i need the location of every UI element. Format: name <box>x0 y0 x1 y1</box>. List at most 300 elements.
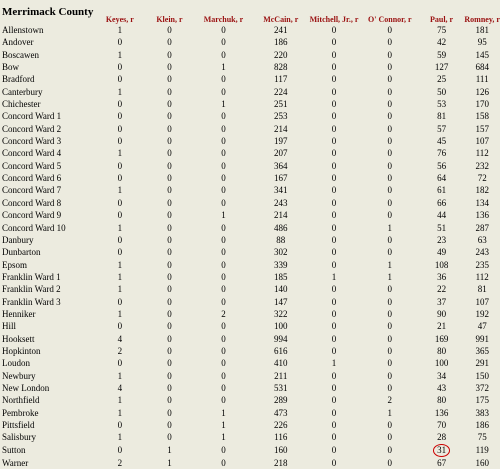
vote-count: 0 <box>117 296 123 307</box>
vote-count: 0 <box>117 99 123 110</box>
vote-count: 1 <box>117 284 123 295</box>
vote-count: 0 <box>221 160 226 171</box>
vote-count: 0 <box>167 296 172 307</box>
vote-count: 0 <box>387 160 393 171</box>
town-name: Concord Ward 4 <box>2 148 62 159</box>
vote-count: 0 <box>117 74 123 85</box>
vote-count: 88 <box>276 234 286 245</box>
vote-count: 0 <box>221 37 226 48</box>
table-row <box>0 61 500 73</box>
column-header-romney: Romney, r <box>464 15 500 24</box>
table-row <box>0 259 500 271</box>
vote-count: 339 <box>274 259 288 270</box>
vote-count: 181 <box>475 25 489 35</box>
county-title: Merrimack County <box>2 5 94 18</box>
vote-count: 0 <box>331 382 337 393</box>
vote-count: 2 <box>117 345 123 356</box>
vote-count: 0 <box>167 321 172 332</box>
vote-count: 0 <box>331 407 337 418</box>
vote-count: 0 <box>387 210 393 221</box>
vote-count: 169 <box>434 333 449 344</box>
vote-count: 0 <box>167 420 172 430</box>
vote-count: 28 <box>437 432 447 443</box>
vote-count: 0 <box>167 247 172 258</box>
town-name: Pittsfield <box>2 420 35 430</box>
vote-count: 56 <box>437 160 447 171</box>
vote-count: 0 <box>331 234 337 245</box>
vote-count: 100 <box>434 358 449 369</box>
vote-count: 25 <box>437 74 447 85</box>
vote-count: 0 <box>331 111 337 122</box>
vote-count: 2 <box>117 457 123 468</box>
vote-count: 127 <box>434 62 449 73</box>
table-row <box>0 160 500 172</box>
vote-count: 0 <box>331 259 337 270</box>
column-header-paul: Paul, r <box>430 15 454 24</box>
vote-count: 81 <box>477 284 487 295</box>
vote-count: 0 <box>387 37 393 48</box>
vote-count: 1 <box>331 271 337 282</box>
vote-count: 0 <box>331 49 337 60</box>
vote-count: 100 <box>274 321 288 332</box>
town-name: Chichester <box>2 99 41 110</box>
vote-count: 0 <box>117 321 123 332</box>
vote-count: 0 <box>331 420 337 430</box>
vote-count: 0 <box>331 395 337 406</box>
vote-count: 0 <box>167 432 172 443</box>
vote-count: 0 <box>331 25 337 35</box>
vote-count: 1 <box>387 222 393 233</box>
vote-count: 287 <box>475 222 489 233</box>
vote-count: 0 <box>167 210 172 221</box>
vote-count: 383 <box>475 407 489 418</box>
town-name: Bradford <box>2 74 35 85</box>
vote-count: 192 <box>475 308 489 319</box>
vote-count: 1 <box>117 222 123 233</box>
vote-count: 70 <box>437 420 447 430</box>
vote-count: 0 <box>167 222 172 233</box>
vote-count: 1 <box>117 25 123 35</box>
town-name: Newbury <box>2 370 36 381</box>
vote-count: 322 <box>274 308 288 319</box>
vote-count: 57 <box>437 123 447 134</box>
vote-count: 0 <box>167 123 172 134</box>
column-header-mitchell: Mitchell, Jr., r <box>309 15 359 24</box>
vote-count: 616 <box>274 345 288 356</box>
vote-count: 0 <box>387 62 393 73</box>
vote-count: 175 <box>475 395 489 406</box>
vote-count: 0 <box>221 333 226 344</box>
vote-count: 136 <box>434 407 449 418</box>
vote-count: 0 <box>331 197 337 208</box>
vote-count: 0 <box>387 358 393 369</box>
vote-count: 684 <box>475 62 489 73</box>
vote-count: 291 <box>475 358 489 369</box>
vote-count: 410 <box>274 358 288 369</box>
vote-count: 0 <box>167 49 172 60</box>
vote-count: 207 <box>274 148 288 159</box>
town-name: Epsom <box>2 259 28 270</box>
town-name: Franklin Ward 3 <box>2 296 61 307</box>
town-name: Hill <box>2 321 17 332</box>
vote-count: 0 <box>387 234 393 245</box>
vote-count: 1 <box>117 86 123 97</box>
vote-count: 0 <box>221 358 226 369</box>
vote-count: 0 <box>167 185 172 196</box>
vote-count: 253 <box>274 111 288 122</box>
table-row <box>0 86 500 98</box>
vote-count: 0 <box>221 395 226 406</box>
vote-count: 170 <box>475 99 489 110</box>
table-row <box>0 197 500 209</box>
vote-count: 81 <box>437 111 447 122</box>
vote-count: 0 <box>221 247 226 258</box>
vote-count: 0 <box>167 62 172 73</box>
vote-count: 0 <box>387 74 393 85</box>
vote-count: 0 <box>117 197 123 208</box>
vote-count: 0 <box>331 86 337 97</box>
table-row <box>0 234 500 246</box>
column-header-marchuk: Marchuk, r <box>203 15 244 24</box>
table-row <box>0 184 500 196</box>
town-name: Concord Ward 1 <box>2 111 62 122</box>
vote-count: 0 <box>331 284 337 295</box>
vote-count: 61 <box>437 185 447 196</box>
town-name: Concord Ward 7 <box>2 185 62 196</box>
vote-count: 224 <box>274 86 288 97</box>
vote-count: 0 <box>221 74 226 85</box>
vote-count: 251 <box>274 99 288 110</box>
table-row <box>0 123 500 135</box>
vote-count: 44 <box>437 210 447 221</box>
town-name: Concord Ward 2 <box>2 123 62 134</box>
vote-count: 0 <box>331 333 337 344</box>
vote-count: 47 <box>477 321 487 332</box>
vote-count: 0 <box>221 284 226 295</box>
vote-count: 0 <box>117 358 123 369</box>
vote-count: 0 <box>387 420 393 430</box>
vote-count: 67 <box>437 457 447 468</box>
vote-count: 241 <box>274 25 288 35</box>
town-name: Concord Ward 8 <box>2 197 62 208</box>
vote-count: 80 <box>437 345 447 356</box>
vote-count: 1 <box>221 210 226 221</box>
vote-count: 243 <box>475 247 489 258</box>
town-name: Danbury <box>2 234 34 245</box>
town-name: Henniker <box>2 308 36 319</box>
table-row <box>0 457 500 469</box>
vote-count: 107 <box>475 136 489 147</box>
table-row <box>0 147 500 159</box>
vote-count: 0 <box>167 136 172 147</box>
table-row <box>0 283 500 295</box>
vote-count: 0 <box>117 37 123 48</box>
vote-count: 119 <box>475 445 489 456</box>
table-row <box>0 36 500 48</box>
vote-count: 0 <box>167 86 172 97</box>
table-row <box>0 320 500 332</box>
vote-count: 0 <box>387 197 393 208</box>
column-header-oconnor: O' Connor, r <box>368 15 412 24</box>
vote-count: 2 <box>387 395 393 406</box>
vote-count: 1 <box>167 457 172 468</box>
vote-count: 145 <box>475 49 489 60</box>
vote-count: 0 <box>221 123 226 134</box>
vote-count: 1 <box>221 420 226 430</box>
vote-count: 1 <box>387 407 393 418</box>
table-row <box>0 394 500 406</box>
vote-count: 302 <box>274 247 288 258</box>
table-row <box>0 172 500 184</box>
vote-count: 0 <box>387 345 393 356</box>
table-row <box>0 308 500 320</box>
vote-count: 0 <box>167 407 172 418</box>
vote-count: 0 <box>331 62 337 73</box>
vote-count: 0 <box>387 284 393 295</box>
vote-count: 1 <box>117 271 123 282</box>
table-row <box>0 357 500 369</box>
vote-count: 994 <box>274 333 288 344</box>
vote-count: 220 <box>274 49 288 60</box>
vote-count: 117 <box>274 74 288 85</box>
vote-count: 0 <box>221 111 226 122</box>
vote-count: 0 <box>221 271 226 282</box>
vote-count: 0 <box>167 99 172 110</box>
vote-count: 0 <box>221 296 226 307</box>
vote-count: 1 <box>221 432 226 443</box>
vote-count: 0 <box>167 111 172 122</box>
vote-count: 0 <box>331 160 337 171</box>
vote-count: 63 <box>477 234 487 245</box>
vote-count: 42 <box>437 37 447 48</box>
vote-count: 473 <box>274 407 288 418</box>
vote-count: 95 <box>477 37 487 48</box>
vote-count: 0 <box>117 136 123 147</box>
vote-count: 136 <box>475 210 489 221</box>
vote-count: 0 <box>167 382 172 393</box>
vote-count: 218 <box>274 457 288 468</box>
vote-count: 111 <box>475 74 489 85</box>
vote-count: 0 <box>117 62 123 73</box>
vote-count: 372 <box>475 382 489 393</box>
vote-count: 365 <box>475 345 489 356</box>
vote-count: 158 <box>475 111 489 122</box>
vote-count: 364 <box>274 160 288 171</box>
vote-count: 0 <box>331 321 337 332</box>
vote-count: 1 <box>117 370 123 381</box>
vote-count: 197 <box>274 136 288 147</box>
table-row <box>0 419 500 431</box>
vote-count: 531 <box>274 382 288 393</box>
vote-count: 116 <box>274 432 288 443</box>
vote-count: 182 <box>475 185 489 196</box>
vote-count: 0 <box>167 284 172 295</box>
town-name: Franklin Ward 2 <box>2 284 61 295</box>
circled-annotation: 31 <box>433 444 450 457</box>
vote-count: 1 <box>331 358 337 369</box>
vote-count: 1 <box>117 49 123 60</box>
vote-count: 186 <box>475 420 489 430</box>
table-row <box>0 209 500 221</box>
vote-count <box>419 444 465 457</box>
town-name: Allenstown <box>2 25 44 35</box>
vote-count: 828 <box>274 62 288 73</box>
vote-count: 22 <box>437 284 447 295</box>
vote-count: 0 <box>221 173 226 184</box>
vote-count: 0 <box>167 234 172 245</box>
vote-count: 43 <box>437 382 447 393</box>
town-name: Salisbury <box>2 432 37 443</box>
vote-count: 150 <box>475 370 489 381</box>
vote-count: 0 <box>331 296 337 307</box>
vote-count: 0 <box>117 173 123 184</box>
town-name: Concord Ward 9 <box>2 210 62 221</box>
vote-count: 59 <box>437 49 447 60</box>
vote-count: 160 <box>475 457 489 468</box>
vote-count: 232 <box>475 160 489 171</box>
vote-count: 0 <box>331 222 337 233</box>
town-name: New London <box>2 382 50 393</box>
vote-count: 0 <box>331 308 337 319</box>
vote-count: 0 <box>117 247 123 258</box>
table-row <box>0 333 500 345</box>
vote-count: 0 <box>167 37 172 48</box>
vote-count: 75 <box>437 25 447 35</box>
vote-count: 0 <box>387 86 393 97</box>
vote-count: 1 <box>117 259 123 270</box>
vote-count: 0 <box>117 123 123 134</box>
town-name: Loudon <box>2 358 30 369</box>
town-name: Concord Ward 3 <box>2 136 62 147</box>
vote-count: 0 <box>167 160 172 171</box>
vote-count: 0 <box>387 308 393 319</box>
vote-count: 66 <box>437 197 447 208</box>
vote-count: 226 <box>274 420 288 430</box>
vote-count: 0 <box>387 123 393 134</box>
town-name: Sutton <box>2 445 26 456</box>
vote-count: 0 <box>221 197 226 208</box>
vote-count: 75 <box>477 432 487 443</box>
vote-count: 0 <box>167 197 172 208</box>
vote-count: 23 <box>437 234 447 245</box>
vote-count: 0 <box>167 25 172 35</box>
vote-count: 0 <box>331 445 337 456</box>
vote-count: 0 <box>221 370 226 381</box>
vote-count: 0 <box>167 173 172 184</box>
vote-count: 112 <box>475 271 489 282</box>
vote-count: 1 <box>117 432 123 443</box>
vote-count: 214 <box>274 210 288 221</box>
vote-count: 0 <box>167 271 172 282</box>
vote-count: 0 <box>331 345 337 356</box>
vote-count: 0 <box>221 382 226 393</box>
vote-count: 0 <box>167 148 172 159</box>
vote-count: 0 <box>221 49 226 60</box>
vote-count: 4 <box>117 333 123 344</box>
vote-count: 1 <box>167 445 172 456</box>
table-row <box>0 110 500 122</box>
table-row <box>0 98 500 110</box>
vote-count: 0 <box>221 185 226 196</box>
vote-count: 0 <box>387 25 393 35</box>
vote-count: 0 <box>331 210 337 221</box>
vote-count: 0 <box>221 222 226 233</box>
vote-count: 0 <box>221 148 226 159</box>
vote-count: 486 <box>274 222 288 233</box>
vote-count: 214 <box>274 123 288 134</box>
town-name: Boscawen <box>2 49 39 60</box>
vote-count: 185 <box>274 271 288 282</box>
vote-count: 991 <box>475 333 489 344</box>
vote-count: 160 <box>274 445 288 456</box>
town-name: Dunbarton <box>2 247 41 258</box>
vote-count: 36 <box>437 271 447 282</box>
town-name: Concord Ward 6 <box>2 173 62 184</box>
table-row <box>0 73 500 85</box>
vote-count: 157 <box>475 123 489 134</box>
vote-count: 140 <box>274 284 288 295</box>
vote-count: 112 <box>475 148 489 159</box>
vote-count: 0 <box>387 296 393 307</box>
vote-count: 0 <box>221 445 226 456</box>
vote-count: 186 <box>274 37 288 48</box>
vote-count: 0 <box>387 247 393 258</box>
vote-count: 2 <box>221 308 226 319</box>
vote-count: 0 <box>221 136 226 147</box>
town-name: Concord Ward 10 <box>2 222 66 233</box>
town-name: Concord Ward 5 <box>2 160 62 171</box>
vote-count: 0 <box>221 345 226 356</box>
vote-count: 0 <box>331 136 337 147</box>
table-row <box>0 49 500 61</box>
vote-count: 0 <box>331 99 337 110</box>
vote-count: 108 <box>434 259 449 270</box>
vote-count: 0 <box>331 185 337 196</box>
vote-count: 72 <box>477 173 487 184</box>
vote-count: 0 <box>117 160 123 171</box>
vote-count: 37 <box>437 296 447 307</box>
vote-count: 0 <box>331 457 337 468</box>
vote-count: 1 <box>387 271 393 282</box>
column-header-mccain: McCain, r <box>263 15 299 24</box>
vote-count: 80 <box>437 395 447 406</box>
vote-count: 90 <box>437 308 447 319</box>
vote-count: 126 <box>475 86 489 97</box>
vote-count: 34 <box>437 370 447 381</box>
vote-count: 0 <box>387 148 393 159</box>
vote-count: 0 <box>167 333 172 344</box>
vote-count: 0 <box>167 358 172 369</box>
vote-count: 0 <box>331 37 337 48</box>
table-row <box>0 135 500 147</box>
town-name: Andover <box>2 37 34 48</box>
vote-count: 0 <box>167 308 172 319</box>
vote-count: 1 <box>117 148 123 159</box>
vote-count: 0 <box>221 86 226 97</box>
table-row <box>0 296 500 308</box>
vote-count: 0 <box>117 234 123 245</box>
vote-count: 0 <box>387 49 393 60</box>
table-row <box>0 24 500 36</box>
vote-count: 0 <box>331 148 337 159</box>
vote-count: 1 <box>117 407 123 418</box>
vote-count: 0 <box>331 247 337 258</box>
vote-count: 0 <box>221 457 226 468</box>
town-name: Franklin Ward 1 <box>2 271 61 282</box>
vote-count: 0 <box>117 111 123 122</box>
header-row <box>0 0 500 24</box>
column-header-keyes: Keyes, r <box>105 15 134 24</box>
